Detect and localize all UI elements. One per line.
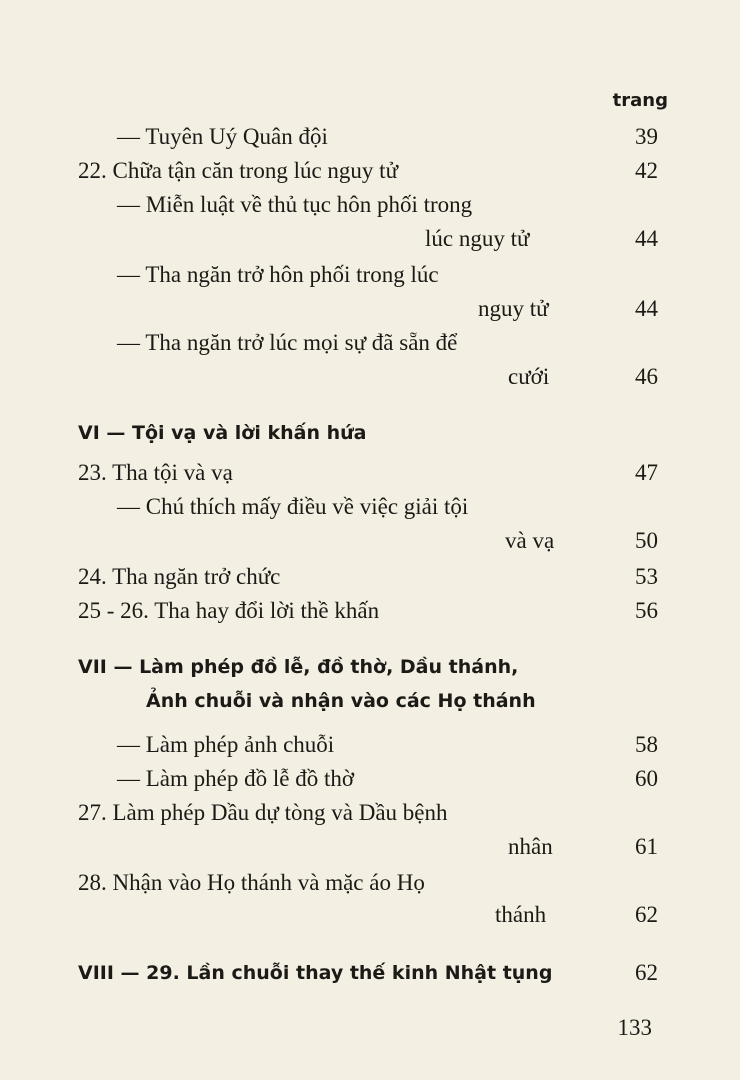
toc-entry-continuation: lúc nguy tử: [425, 226, 530, 251]
toc-entry-text: 23. Tha tội và vạ: [78, 460, 233, 485]
page-column-header: trang: [612, 90, 668, 111]
toc-entry-page: 50: [635, 528, 658, 553]
toc-entry-text: — Miễn luật về thủ tục hôn phối trong: [117, 192, 473, 217]
toc-entry-text: — Tha ngăn trở lúc mọi sự đã sẵn để: [117, 330, 458, 355]
toc-entry-page: 62: [635, 960, 658, 985]
section-heading: VIII — 29. Lần chuỗi thay thế kinh Nhật tụng: [78, 962, 553, 984]
toc-entry-text: 25 - 26. Tha hay đổi lời thề khấn: [78, 598, 380, 623]
toc-entry-page: 39: [635, 124, 658, 149]
toc-entry-text: 24. Tha ngăn trở chức: [78, 564, 281, 589]
toc-entry-continuation: nguy tử: [478, 296, 549, 321]
toc-entry-page: 56: [635, 598, 658, 623]
section-heading: VI — Tội vạ và lời khấn hứa: [78, 422, 367, 444]
toc-entry-text: — Làm phép ảnh chuỗi: [117, 732, 335, 757]
toc-entry-text: — Chú thích mấy điều về việc giải tội: [117, 494, 469, 519]
toc-entry-page: 42: [635, 158, 658, 183]
toc-entry-text: 22. Chữa tận căn trong lúc nguy tử: [78, 158, 399, 183]
toc-entry-text: — Tuyên Uý Quân đội: [117, 124, 328, 149]
section-heading: VII — Làm phép đồ lễ, đồ thờ, Dầu thánh,: [78, 656, 519, 678]
toc-entry-page: 60: [635, 766, 658, 791]
toc-entry-text: 28. Nhận vào Họ thánh và mặc áo Họ: [78, 870, 425, 895]
toc-entry-text: — Làm phép đồ lễ đồ thờ: [117, 766, 355, 791]
toc-entry-page: 47: [635, 460, 658, 485]
page-number: 133: [617, 1015, 652, 1040]
toc-entry-page: 62: [635, 902, 658, 927]
toc-entry-continuation: cưới: [508, 364, 550, 389]
toc-entry-text: — Tha ngăn trở hôn phối trong lúc: [117, 262, 439, 287]
toc-entry-text: 27. Làm phép Dầu dự tòng và Dầu bệnh: [78, 800, 448, 825]
toc-entry-page: 44: [635, 296, 658, 321]
toc-entry-continuation: thánh: [495, 902, 547, 927]
toc-entry-page: 53: [635, 564, 658, 589]
toc-entry-continuation: nhân: [508, 834, 553, 859]
toc-entry-page: 44: [635, 226, 658, 251]
toc-entry-page: 58: [635, 732, 658, 757]
section-heading-continuation: Ảnh chuỗi và nhận vào các Họ thánh: [146, 690, 536, 712]
toc-entry-page: 46: [635, 364, 658, 389]
toc-entry-continuation: và vạ: [505, 528, 555, 553]
toc-entry-page: 61: [635, 834, 658, 859]
